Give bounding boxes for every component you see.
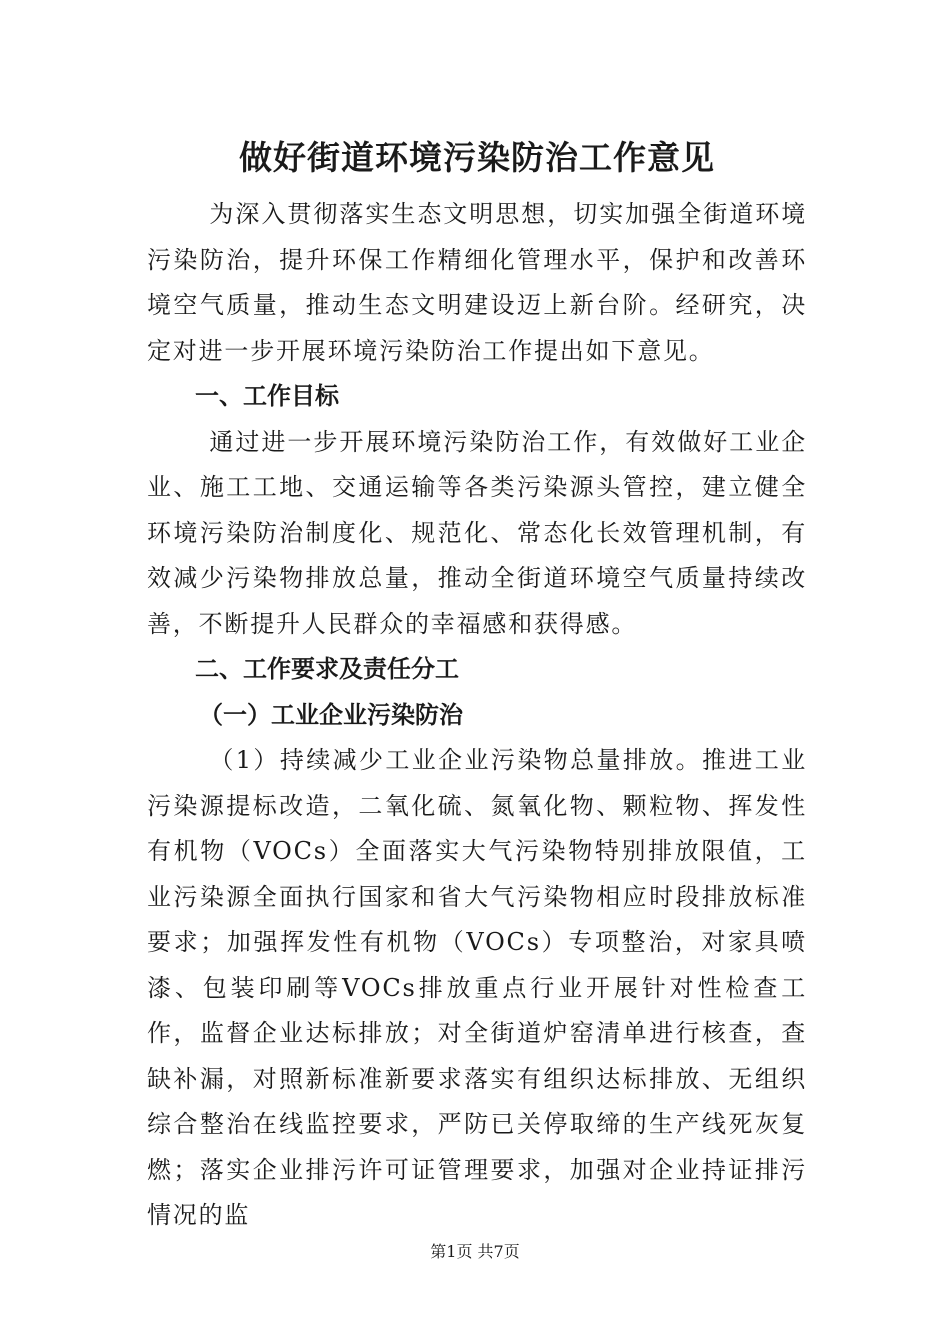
subsection-heading-industrial: （一）工业企业污染防治 [199,700,463,729]
document-title: 做好街道环境污染防治工作意见 [239,138,715,177]
section-heading-goals: 一、工作目标 [195,382,339,410]
goals-paragraph: 通过进一步开展环境污染防治工作，有效做好工业企业、施工工地、交通运输等各类污染源头管控，建立健全环境污染防治制度化、规范化、常态化长效管理机制，有效减少污染物排放总量，推动全街道环境空气质量持续改善，不断提升人民群众的幸福感和获得感。 [147,427,807,638]
document-body [147,128,807,1239]
industrial-item-paragraph: （1）持续减少工业企业污染物总量排放。推进工业污染源提标改造，二氧化硫、氮氧化物、颗粒物、挥发性有机物（VOCs）全面落实大气污染物特别排放限值，工业污染源全面执行国家和省大气污染物相应时段排放标准要求；加强挥发性有机物（VOCs）专项整治，对家具喷漆、包装印刷等VOCs排放重点行业开展针对性检查工作，监督企业达标排放；对全街道炉窑清单进行核查，查缺补漏，对照新标准新要求落实有组织达标排放、无组织综合整治在线监控要求，严防已关停取缔的生产线死灰复燃；落实企业排污许可证管理要求，加强对企业持证排污情况的监 [147,746,807,1229]
section-heading-requirements: 二、工作要求及责任分工 [195,655,459,683]
intro-paragraph: 为深入贯彻落实生态文明思想，切实加强全街道环境污染防治，提升环保工作精细化管理水平，保护和改善环境空气质量，推动生态文明建设迈上新台阶。经研究，决定对进一步开展环境污染防治工作提出如下意见。 [147,200,807,365]
page-footer: 第1页 共7页 [430,1242,520,1261]
